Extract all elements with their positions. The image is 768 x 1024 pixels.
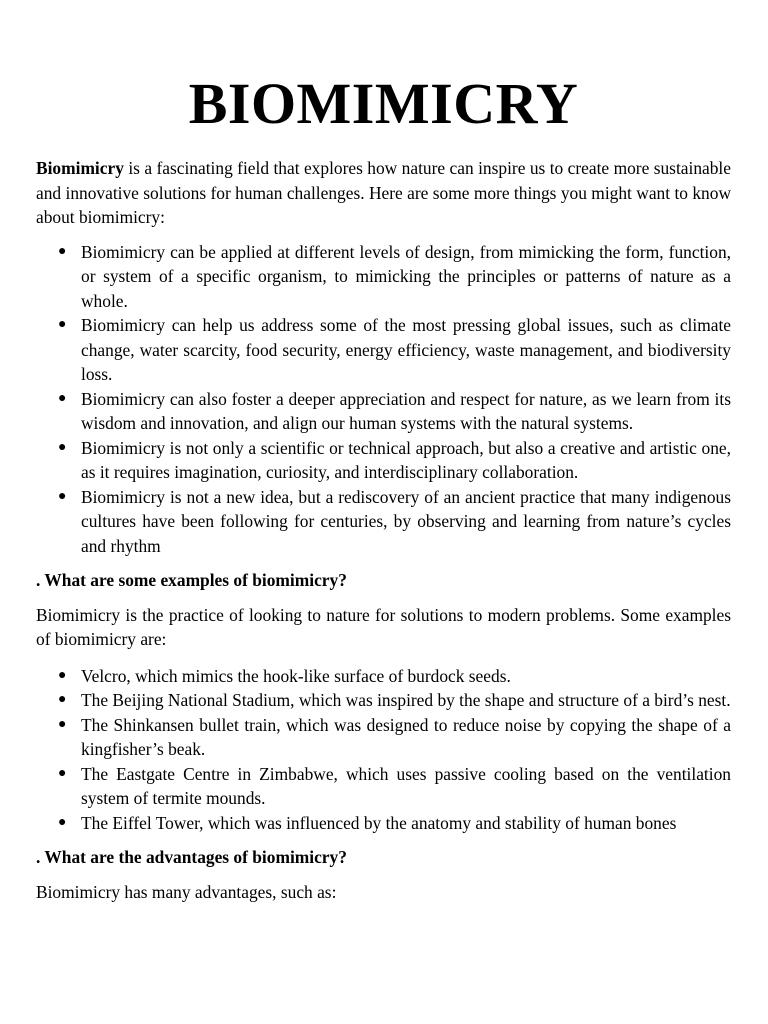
- facts-list: [36, 240, 731, 559]
- bullet-icon: ●: [58, 243, 67, 259]
- bullet-icon: ●: [58, 692, 67, 707]
- list-item: [58, 313, 731, 387]
- list-item: [58, 485, 731, 559]
- list-item-text: The Beijing National Stadium, which was inspired by the shape and structure of a bird’s nest.: [81, 690, 731, 710]
- list-item: [58, 688, 731, 713]
- bullet-icon: ●: [58, 317, 67, 332]
- list-item-text: Velcro, which mimics the hook-like surface of burdock seeds.: [81, 665, 511, 686]
- bullet-icon: ●: [58, 390, 67, 406]
- question-heading-advantages: . What are the advantages of biomimicry?: [36, 847, 347, 867]
- document-page: [36, 0, 731, 904]
- list-item-text: Biomimicry can be applied at different levels of design, from mimicking the form, function, or system of a specific organism, to mimicking the principles or patterns of nature as a whole.: [81, 241, 731, 311]
- list-item-text: Biomimicry can also foster a deeper appreciation and respect for nature, as we learn from its wisdom and innovation, and align our human systems with the natural systems.: [81, 388, 731, 433]
- bullet-icon: ●: [58, 667, 67, 683]
- list-item: [58, 664, 731, 689]
- list-item-text: Biomimicry can help us address some of the most pressing global issues, such as climate change, water scarcity, food security, energy efficiency, waste management, and biodiversity loss.: [81, 315, 731, 384]
- bullet-icon: ●: [58, 488, 67, 504]
- list-item: [58, 762, 731, 811]
- question-heading-examples: . What are some examples of biomimicry?: [36, 570, 347, 590]
- intro-bold-term: Biomimicry: [36, 158, 124, 178]
- list-item: [58, 713, 731, 762]
- answer-paragraph-examples: Biomimicry is the practice of looking to nature for solutions to modern problems. Some examples of biomimicry are:: [36, 604, 731, 649]
- bullet-icon: ●: [58, 814, 67, 830]
- intro-text: is a fascinating field that explores how nature can inspire us to create more sustainable and innovative solutions for human challenges. Here are some more things you might want to know about biomimicry:: [36, 158, 731, 227]
- list-item-text: The Eastgate Centre in Zimbabwe, which uses passive cooling based on the ventilation system of termite mounds.: [81, 763, 731, 808]
- answer-paragraph-advantages: Biomimicry has many advantages, such as:: [36, 881, 337, 902]
- intro-paragraph: [36, 156, 731, 230]
- bullet-icon: ●: [58, 716, 67, 732]
- bullet-icon: ●: [58, 765, 67, 781]
- list-item: [58, 240, 731, 314]
- list-item-text: The Shinkansen bullet train, which was designed to reduce noise by copying the shape of a kingfisher’s beak.: [81, 714, 731, 759]
- list-item: [58, 387, 731, 436]
- list-item-text: Biomimicry is not a new idea, but a rediscovery of an ancient practice that many indigenous cultures have been following for centuries, by observing and learning from nature’s cycles and rhythm: [81, 486, 731, 556]
- list-item-text: Biomimicry is not only a scientific or technical approach, but also a creative and artistic one, as it requires imagination, curiosity, and interdisciplinary collaboration.: [81, 437, 731, 482]
- examples-list: [36, 664, 731, 836]
- list-item: [58, 436, 731, 485]
- list-item-text: The Eiffel Tower, which was influenced by the anatomy and stability of human bones: [81, 812, 677, 833]
- list-item: [58, 811, 731, 836]
- bullet-icon: ●: [58, 439, 67, 455]
- document-title: BIOMIMICRY: [188, 71, 579, 136]
